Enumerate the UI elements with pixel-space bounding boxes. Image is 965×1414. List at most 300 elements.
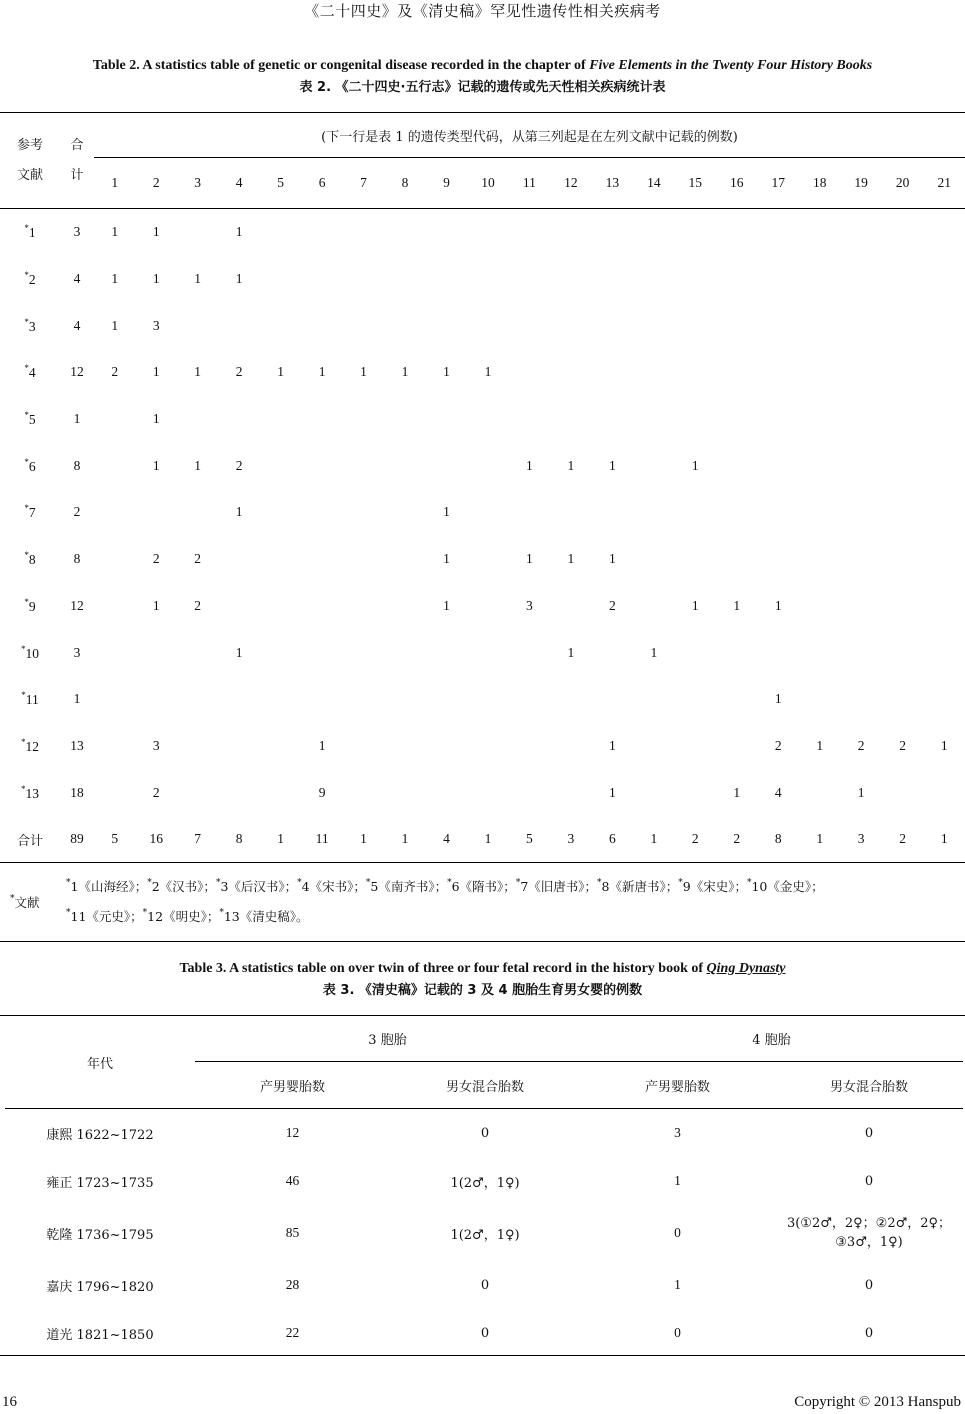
table2-cell [177,396,218,443]
table2-cell [550,583,591,630]
asterisk: * [515,878,521,888]
table3-cell: 0 [864,1173,874,1189]
table2-code: 2 [152,175,160,190]
table-row [0,629,965,676]
table2-cell [716,676,757,723]
asterisk: * [24,270,29,281]
asterisk: * [24,410,29,421]
table2-cell [592,209,633,256]
table2-cell [592,256,633,303]
table2-head-note: (下一行是表 1 的遗传类型代码，从第三列起是在左列文献中记载的例数) [94,113,965,158]
asterisk: * [21,690,26,701]
table2-cell [177,489,218,536]
asterisk: * [24,223,29,234]
table-row [0,583,965,630]
asterisk: * [142,908,148,918]
table2-cell: 1 [235,271,243,287]
table2-cell: 9 [318,784,326,800]
asterisk: * [24,503,29,514]
table2-cell: 1 [443,551,450,567]
table2-total-cell: 8 [73,457,81,473]
table-row [0,676,965,723]
table2-cell: 1 [277,364,284,380]
table2-total-body [0,816,965,863]
table2-cell [509,676,550,723]
table2-code: 4 [235,175,243,190]
table2-cell [301,442,342,489]
table2-cell [882,583,923,630]
total-cell: 3 [857,831,865,847]
ref-number: 2 [28,272,36,288]
table2-cell [758,629,799,676]
table2-cell [384,442,425,489]
table2-cell [758,536,799,583]
table2-code: 12 [564,175,578,190]
table2-code: 21 [937,175,951,190]
note-number: 11 [70,909,87,924]
asterisk: * [678,878,683,888]
table2-cell [467,489,508,536]
table3-cell: 12 [195,1109,390,1158]
table2-cell: 2 [857,737,865,753]
table2-cell [135,629,176,676]
table2-cell [675,629,716,676]
table2-cell [94,489,135,536]
asterisk: * [21,643,26,654]
cell-line: ③3♂，1♀) [835,1235,903,1250]
table2-cell [799,489,840,536]
table2-cell [758,256,799,303]
table2-total-cell: 3 [73,644,81,660]
table2-cell: 1 [235,644,243,660]
table2-cell [260,583,301,630]
table2-cell [799,583,840,630]
table2-cell: 1 [650,644,658,660]
table2-cell [550,723,591,770]
asterisk: * [24,363,29,374]
table2-cell: 1 [774,691,782,707]
table2-cell: 1 [152,271,160,287]
table2-cell [758,396,799,443]
table2-cell: 2 [774,737,782,753]
table2-cell [675,302,716,349]
asterisk: * [24,316,29,327]
table2-cell [716,302,757,349]
table2-cell [467,769,508,816]
asterisk: * [215,878,221,888]
total-cell: 1 [360,831,367,847]
table2-total-cell: 3 [60,209,94,256]
table2-cell: 1 [608,457,616,473]
table2-cell [550,769,591,816]
table2-cell [301,629,342,676]
table2-total-cell: 12 [70,364,84,380]
table2-total-cell: 18 [70,784,84,800]
table2-code: 16 [730,175,744,190]
table2-cell: 2 [111,364,119,380]
table2-cell: 1 [401,364,409,380]
table2-cell [94,583,135,630]
table3-cell: 0 [674,1325,681,1340]
table3-cell: 28 [285,1277,300,1292]
table2-cell [343,396,384,443]
table2-cell: 1 [484,364,492,380]
table2-cell: 4 [774,784,782,800]
ref-number: 4 [28,365,36,381]
table3-subhead: 产男婴胎数 [644,1079,710,1095]
table2-cell [301,209,342,256]
table2-cell [592,302,633,349]
table2-code: 3 [194,175,202,190]
table2-cell [260,256,301,303]
table2-cell [633,442,674,489]
table3-cell: 0 [390,1109,580,1158]
note-title: 《旧唐书》； [528,879,598,894]
table2-cell [758,349,799,396]
table2-cell [343,489,384,536]
note-title: 《后汉书》； [228,879,298,894]
table2-cell [218,302,259,349]
table2-code: 19 [854,175,868,190]
table2-cell [592,629,633,676]
table3-head-era: 年代 [86,1056,113,1072]
table2-cell [923,489,965,536]
table2-cell: 1 [608,784,616,800]
table2-cell [343,442,384,489]
asterisk: * [66,878,71,888]
table2-cell [923,583,965,630]
table3-cell: 0 [674,1225,681,1240]
table2-cell: 1 [94,209,135,256]
table2-cell [260,209,301,256]
total-cell: 1 [484,831,492,847]
ref-number: 1 [28,225,36,241]
table2-cell [94,396,135,443]
table2-cell [384,489,425,536]
total-cell: 5 [111,831,119,847]
ref-number: 13 [25,785,39,801]
table-row-total [0,816,965,863]
table2-cell [260,442,301,489]
table2-cell [301,256,342,303]
table2-cell [633,349,674,396]
table2-cell [509,349,550,396]
table2-cell: 2 [194,597,202,613]
table2-cell [94,676,135,723]
table2-total-cell: 8 [73,551,81,567]
asterisk: * [24,456,29,467]
table2-cell [633,723,674,770]
table3-caption-cn: 表 3. 《清史稿》记载的 3 及 4 胞胎生育男女婴的例数 [322,983,643,998]
table2-cell [716,396,757,443]
ref-number: 10 [25,645,39,661]
table2-cell [840,209,881,256]
table2-cell [882,769,923,816]
table2-cell [633,489,674,536]
total-cell: 11 [315,831,329,847]
note-number: 10 [751,879,768,894]
note-number: 3 [220,879,229,894]
table2-cell [135,676,176,723]
table2-cell [840,489,881,536]
table2-cell: 1 [443,364,450,380]
table2-code-row [0,158,965,209]
copyright: Copyright © 2013 Hanspub [794,1394,961,1410]
table2-cell: 1 [194,364,202,380]
table2-cell [799,676,840,723]
table2-cell: 1 [526,551,533,567]
table2-cell [260,302,301,349]
table2-cell: 1 [526,457,533,473]
table2-cell [384,536,425,583]
total-sum: 89 [70,831,84,847]
table2-cell [758,209,799,256]
page-number: 16 [2,1394,17,1410]
table2-cell [633,583,674,630]
table2-cell [426,302,467,349]
table2-cell [675,769,716,816]
table2-cell [467,676,508,723]
table2-cell: 2 [235,364,243,380]
table2-cell [716,489,757,536]
table2-cell: 1 [857,784,865,800]
asterisk: * [66,908,71,918]
table-row [0,302,965,349]
total-cell: 1 [940,831,948,847]
table2-code: 9 [443,175,450,190]
table3-era: 雍正 1723~1735 [46,1175,154,1191]
table2-cell [923,536,965,583]
table2-cell [177,629,218,676]
table2-cell: 1 [360,364,367,380]
asterisk: * [24,550,29,561]
total-cell: 8 [774,831,782,847]
table2-cell [799,629,840,676]
table2-cell [467,209,508,256]
note-title: 《隋书》； [459,879,516,894]
note-title: 《新唐书》； [609,879,679,894]
table2-cell [716,209,757,256]
table2-cell: 1 [318,737,326,753]
table2-code: 17 [771,175,785,190]
table2-cell [840,676,881,723]
table2-cell: 1 [318,364,326,380]
table2-cell [923,302,965,349]
table2-cell [550,209,591,256]
table2-cell [94,442,135,489]
table-row [5,1309,963,1357]
note-number: 5 [370,879,379,894]
table2-cell [384,769,425,816]
table2-cell [840,536,881,583]
table2-cell [799,256,840,303]
table2-cell [301,302,342,349]
total-label: 合计 [16,833,43,849]
table2-cell: 2 [235,457,243,473]
table2-cell [343,302,384,349]
table-row [0,769,965,816]
table2-cell [509,489,550,536]
table2-cell [218,396,259,443]
table-row [0,723,965,770]
table3-bottom-rule [0,1355,965,1356]
table2-ref-cell [0,349,60,396]
table2-cell [260,629,301,676]
table2-cell [840,256,881,303]
table3 [5,1016,963,1357]
note-number: 8 [601,879,610,894]
total-cell: 3 [567,831,575,847]
ref-number: 7 [28,505,36,521]
table2 [0,113,965,863]
running-head: 《二十四史》及《清史稿》罕见性遗传性相关疾病考 [304,2,661,20]
table2-cell [799,209,840,256]
table2-cell [426,209,467,256]
table2-cell [550,302,591,349]
table2-cell: 1 [567,457,575,473]
note-title: 《金史》； [767,879,824,894]
table3-subhead: 男女混合胎数 [445,1079,524,1095]
table2-cell [218,676,259,723]
table2-code: 20 [895,175,910,190]
total-cell: 2 [691,831,699,847]
table2-cell: 1 [194,457,202,473]
table2-cell [343,723,384,770]
note-title: 《宋书》； [309,879,366,894]
total-cell: 2 [899,831,907,847]
table2-cell [384,583,425,630]
table2-cell [592,676,633,723]
table-row [5,1205,963,1261]
table2-cell [716,536,757,583]
table2-cell [675,676,716,723]
notes-label: *文献 [10,894,40,910]
table2-cell [758,489,799,536]
table2-cell [301,396,342,443]
table2-cell [177,209,218,256]
note-number: 1 [70,879,79,894]
table2-cell [94,769,135,816]
table2-ref-cell [0,209,60,256]
note-title: 《宋史》； [690,879,747,894]
table3-head-four: 4 胞胎 [580,1016,963,1062]
table2-cell [301,676,342,723]
table2-cell [301,489,342,536]
table2-code: 15 [688,175,703,190]
table2-cell [218,536,259,583]
table2-cell [882,676,923,723]
table2-cell [343,769,384,816]
table2-cell [716,442,757,489]
table2-caption [0,58,965,95]
notes-line-2 [66,907,309,925]
table2-cell [343,676,384,723]
table2-cell [840,349,881,396]
table2-cell [923,256,965,303]
table-row [5,1109,963,1158]
note-title: 《汉书》； [159,879,216,894]
table-row [0,349,965,396]
table2-cell [758,302,799,349]
total-cell: 1 [401,831,409,847]
table2-cell [550,489,591,536]
table2-cell: 2 [152,551,160,567]
table2-cell [467,536,508,583]
note-number: 7 [520,879,529,894]
table2-ref-cell [0,442,60,489]
table2-cell [923,396,965,443]
table3-cell: 0 [480,1325,490,1341]
table2-cell [509,769,550,816]
table3-body [5,1109,963,1358]
table2-cell [550,396,591,443]
table2-cell: 1 [152,364,160,380]
note-number: 9 [682,879,691,894]
table2-cell [840,396,881,443]
table-row [0,536,965,583]
table2-cell [882,256,923,303]
table2-cell [675,396,716,443]
table2-cell [716,256,757,303]
table2-cell [758,442,799,489]
table2-code: 18 [812,175,827,190]
table2-total-cell: 2 [73,504,81,520]
table2-cell [426,676,467,723]
table2-cell [882,302,923,349]
note-number: 6 [451,879,460,894]
table2-cell [509,723,550,770]
table2-cell [509,209,550,256]
table3-caption [0,961,965,998]
table2-cell [177,723,218,770]
asterisk: * [21,736,26,747]
table2-cell: 1 [733,784,741,800]
table2-cell [301,536,342,583]
table2-cell [882,489,923,536]
table2-total-cell: 13 [70,737,84,753]
table2-code: 6 [318,175,326,190]
table2-cell: 1 [608,737,616,753]
table3-cell: 85 [285,1225,300,1240]
table2-cell [840,442,881,489]
ref-number: 8 [28,552,36,568]
total-cell: 8 [235,831,243,847]
table2-cell: 1 [691,597,699,613]
table2-cell [177,676,218,723]
table2-cell [923,769,965,816]
table2-cell: 2 [194,551,202,567]
asterisk: * [147,878,152,888]
table2-cell [467,629,508,676]
table2-cell [840,583,881,630]
table3-era: 乾隆 1736~1795 [46,1227,154,1243]
table2-caption-en: Table 2. A statistics table of genetic or congenital disease recorded in the chapter of Five Elements in the Twenty Four History Books [92,58,873,73]
table2-cell [633,396,674,443]
table2-cell [675,256,716,303]
table3-cell-multiline [787,1214,951,1252]
table2-cell [923,629,965,676]
table2-cell [384,256,425,303]
table2-cell [633,676,674,723]
table2-cell [882,349,923,396]
table2-code: 14 [647,175,661,190]
asterisk: * [447,878,452,888]
asterisk: * [219,908,224,918]
table2-cell [799,442,840,489]
table2-total-cell: 12 [70,597,84,613]
table2-cell [716,349,757,396]
table2-ref-cell [0,256,60,303]
